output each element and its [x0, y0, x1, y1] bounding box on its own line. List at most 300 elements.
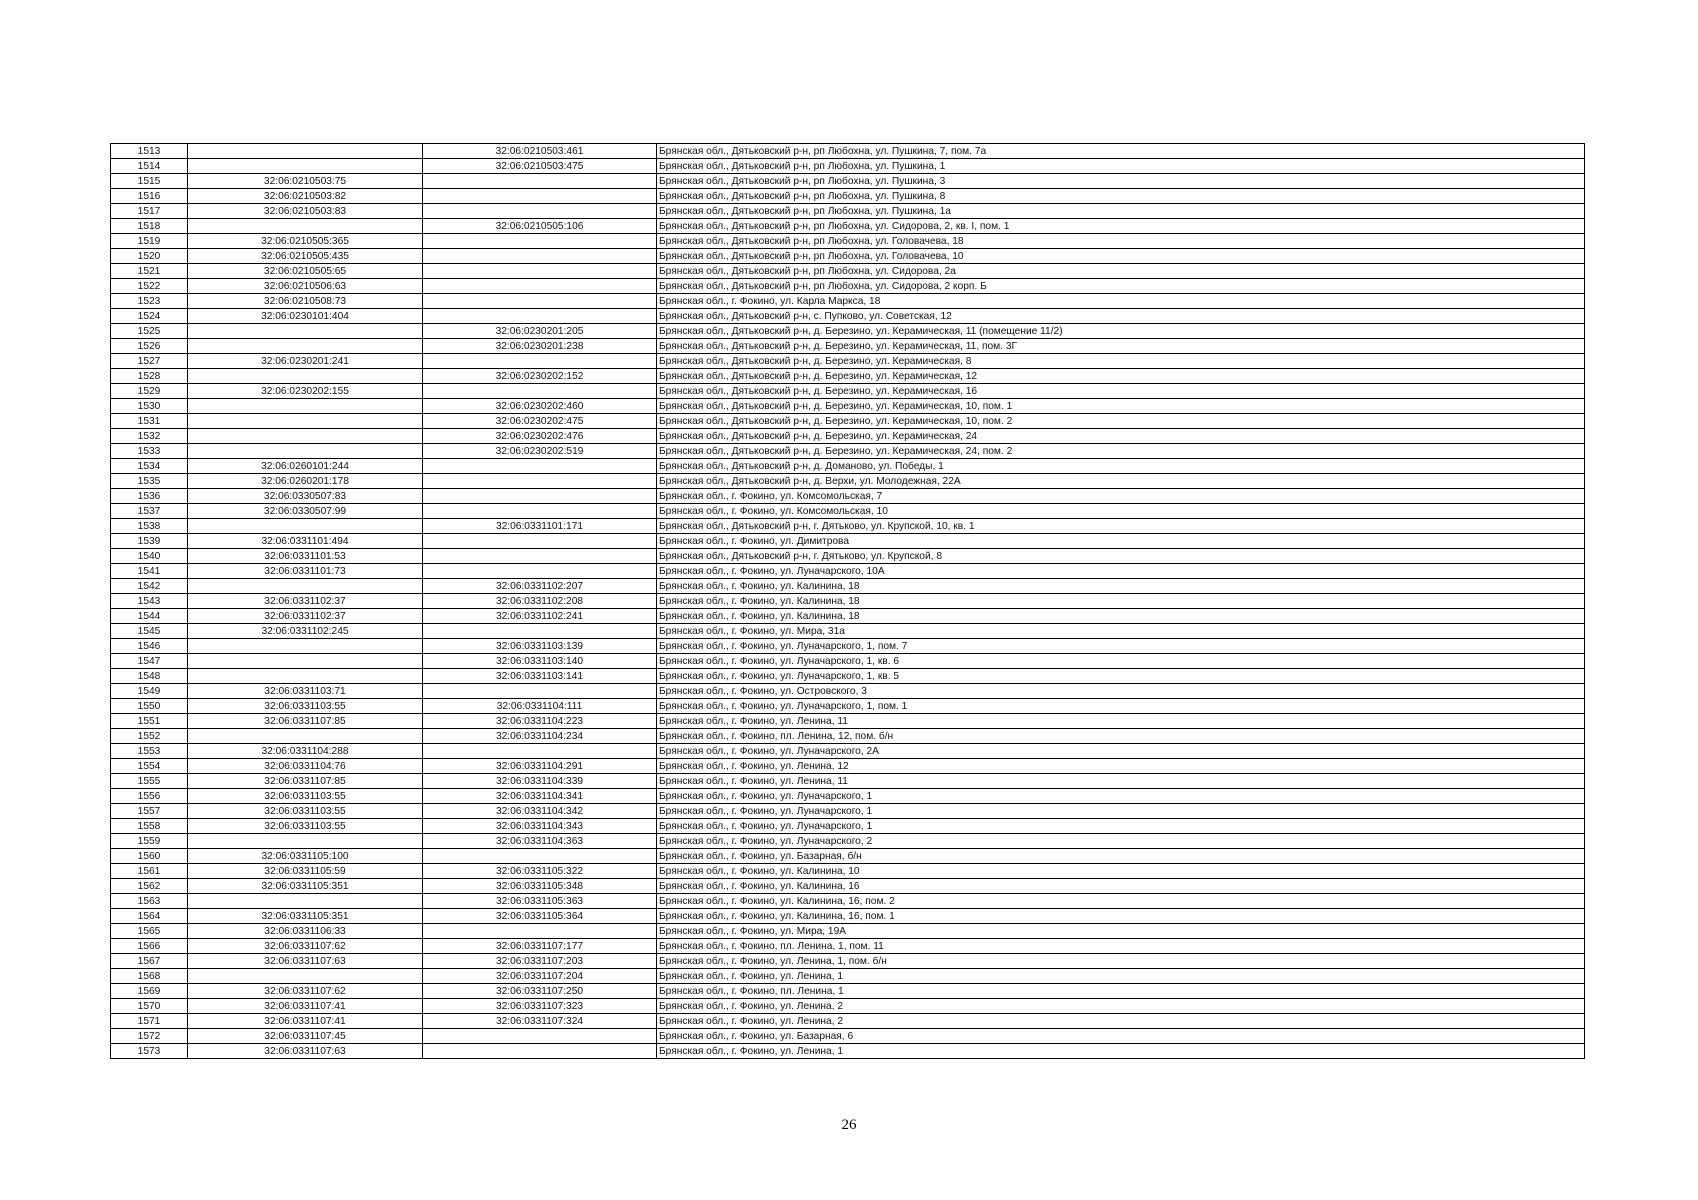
premises-cadastral-number-cell: 32:06:0331103:141	[423, 669, 657, 684]
table-row	[111, 444, 1585, 459]
premises-cadastral-number-cell	[423, 744, 657, 759]
premises-cadastral-number-cell	[423, 534, 657, 549]
premises-cadastral-number-cell	[423, 294, 657, 309]
row-number-cell: 1559	[111, 834, 188, 849]
row-number-cell: 1543	[111, 594, 188, 609]
premises-cadastral-number-cell	[423, 1044, 657, 1059]
address-cell: Брянская обл., Дятьковский р-н, рп Любохна, ул. Пушкина, 7, пом. 7а	[657, 144, 1585, 159]
building-cadastral-number-cell: 32:06:0331106:33	[188, 924, 423, 939]
address-cell: Брянская обл., Дятьковский р-н, д. Верхи, ул. Молодежная, 22А	[657, 474, 1585, 489]
building-cadastral-number-cell	[188, 429, 423, 444]
address-cell: Брянская обл., Дятьковский р-н, г. Дятьково, ул. Крупской, 10, кв. 1	[657, 519, 1585, 534]
premises-cadastral-number-cell	[423, 849, 657, 864]
building-cadastral-number-cell	[188, 834, 423, 849]
row-number-cell: 1529	[111, 384, 188, 399]
building-cadastral-number-cell	[188, 669, 423, 684]
row-number-cell: 1563	[111, 894, 188, 909]
premises-cadastral-number-cell: 32:06:0230202:476	[423, 429, 657, 444]
premises-cadastral-number-cell	[423, 924, 657, 939]
premises-cadastral-number-cell	[423, 189, 657, 204]
row-number-cell: 1532	[111, 429, 188, 444]
address-cell: Брянская обл., г. Фокино, ул. Ленина, 11	[657, 714, 1585, 729]
table-row	[111, 339, 1585, 354]
table-row	[111, 144, 1585, 159]
building-cadastral-number-cell: 32:06:0210505:65	[188, 264, 423, 279]
premises-cadastral-number-cell	[423, 354, 657, 369]
table-row	[111, 474, 1585, 489]
building-cadastral-number-cell	[188, 969, 423, 984]
row-number-cell: 1526	[111, 339, 188, 354]
premises-cadastral-number-cell: 32:06:0331104:343	[423, 819, 657, 834]
premises-cadastral-number-cell: 32:06:0331105:322	[423, 864, 657, 879]
building-cadastral-number-cell: 32:06:0331107:62	[188, 939, 423, 954]
premises-cadastral-number-cell: 32:06:0331102:208	[423, 594, 657, 609]
row-number-cell: 1553	[111, 744, 188, 759]
address-cell: Брянская обл., г. Фокино, ул. Луначарского, 10А	[657, 564, 1585, 579]
building-cadastral-number-cell: 32:06:0331107:63	[188, 1044, 423, 1059]
table-row	[111, 999, 1585, 1014]
address-cell: Брянская обл., г. Фокино, ул. Луначарского, 1	[657, 804, 1585, 819]
table-row	[111, 609, 1585, 624]
address-cell: Брянская обл., г. Фокино, ул. Луначарского, 1, пом. 1	[657, 699, 1585, 714]
building-cadastral-number-cell	[188, 144, 423, 159]
premises-cadastral-number-cell: 32:06:0331107:250	[423, 984, 657, 999]
address-cell: Брянская обл., г. Фокино, ул. Луначарского, 2	[657, 834, 1585, 849]
row-number-cell: 1556	[111, 789, 188, 804]
row-number-cell: 1521	[111, 264, 188, 279]
table-row	[111, 624, 1585, 639]
premises-cadastral-number-cell: 32:06:0331104:342	[423, 804, 657, 819]
building-cadastral-number-cell: 32:06:0331102:37	[188, 609, 423, 624]
building-cadastral-number-cell: 32:06:0331107:45	[188, 1029, 423, 1044]
table-row	[111, 549, 1585, 564]
building-cadastral-number-cell: 32:06:0230201:241	[188, 354, 423, 369]
building-cadastral-number-cell: 32:06:0331107:85	[188, 714, 423, 729]
row-number-cell: 1523	[111, 294, 188, 309]
premises-cadastral-number-cell	[423, 549, 657, 564]
premises-cadastral-number-cell	[423, 309, 657, 324]
table-row	[111, 279, 1585, 294]
table-row	[111, 789, 1585, 804]
table-row	[111, 849, 1585, 864]
building-cadastral-number-cell	[188, 369, 423, 384]
premises-cadastral-number-cell: 32:06:0331104:111	[423, 699, 657, 714]
premises-cadastral-number-cell	[423, 384, 657, 399]
row-number-cell: 1542	[111, 579, 188, 594]
row-number-cell: 1544	[111, 609, 188, 624]
row-number-cell: 1552	[111, 729, 188, 744]
row-number-cell: 1541	[111, 564, 188, 579]
table-row	[111, 639, 1585, 654]
address-cell: Брянская обл., г. Фокино, ул. Мира, 19А	[657, 924, 1585, 939]
premises-cadastral-number-cell	[423, 564, 657, 579]
row-number-cell: 1530	[111, 399, 188, 414]
building-cadastral-number-cell: 32:06:0210505:435	[188, 249, 423, 264]
row-number-cell: 1514	[111, 159, 188, 174]
row-number-cell: 1517	[111, 204, 188, 219]
row-number-cell: 1561	[111, 864, 188, 879]
row-number-cell: 1572	[111, 1029, 188, 1044]
premises-cadastral-number-cell: 32:06:0210503:461	[423, 144, 657, 159]
table-row	[111, 414, 1585, 429]
premises-cadastral-number-cell: 32:06:0331105:348	[423, 879, 657, 894]
building-cadastral-number-cell: 32:06:0331104:76	[188, 759, 423, 774]
address-cell: Брянская обл., г. Фокино, ул. Калинина, 18	[657, 579, 1585, 594]
table-row	[111, 684, 1585, 699]
address-cell: Брянская обл., Дятьковский р-н, д. Березино, ул. Керамическая, 10, пом. 1	[657, 399, 1585, 414]
building-cadastral-number-cell: 32:06:0210503:75	[188, 174, 423, 189]
table-row	[111, 759, 1585, 774]
page-number: 26	[841, 1117, 857, 1133]
building-cadastral-number-cell: 32:06:0331105:100	[188, 849, 423, 864]
premises-cadastral-number-cell	[423, 504, 657, 519]
address-cell: Брянская обл., г. Фокино, ул. Комсомольская, 10	[657, 504, 1585, 519]
row-number-cell: 1567	[111, 954, 188, 969]
address-cell: Брянская обл., г. Фокино, пл. Ленина, 1, пом. 11	[657, 939, 1585, 954]
address-cell: Брянская обл., г. Фокино, ул. Базарная, 6	[657, 1029, 1585, 1044]
address-cell: Брянская обл., г. Фокино, ул. Калинина, 16, пом. 2	[657, 894, 1585, 909]
table-row	[111, 234, 1585, 249]
table-row	[111, 834, 1585, 849]
row-number-cell: 1551	[111, 714, 188, 729]
table-row	[111, 699, 1585, 714]
row-number-cell: 1570	[111, 999, 188, 1014]
building-cadastral-number-cell: 32:06:0330507:83	[188, 489, 423, 504]
premises-cadastral-number-cell: 32:06:0331101:171	[423, 519, 657, 534]
address-cell: Брянская обл., г. Фокино, ул. Ленина, 2	[657, 1014, 1585, 1029]
premises-cadastral-number-cell: 32:06:0331107:177	[423, 939, 657, 954]
address-cell: Брянская обл., г. Фокино, ул. Ленина, 1, пом. б/н	[657, 954, 1585, 969]
address-cell: Брянская обл., Дятьковский р-н, рп Любохна, ул. Сидорова, 2а	[657, 264, 1585, 279]
table-row	[111, 264, 1585, 279]
address-cell: Брянская обл., г. Фокино, ул. Луначарского, 1	[657, 789, 1585, 804]
building-cadastral-number-cell: 32:06:0330507:99	[188, 504, 423, 519]
row-number-cell: 1520	[111, 249, 188, 264]
building-cadastral-number-cell	[188, 519, 423, 534]
address-cell: Брянская обл., г. Фокино, ул. Мира, 31а	[657, 624, 1585, 639]
address-cell: Брянская обл., Дятьковский р-н, д. Березино, ул. Керамическая, 11, пом. 3Г	[657, 339, 1585, 354]
building-cadastral-number-cell: 32:06:0331104:288	[188, 744, 423, 759]
row-number-cell: 1539	[111, 534, 188, 549]
address-cell: Брянская обл., Дятьковский р-н, д. Доманово, ул. Победы, 1	[657, 459, 1585, 474]
building-cadastral-number-cell	[188, 444, 423, 459]
row-number-cell: 1537	[111, 504, 188, 519]
address-cell: Брянская обл., Дятьковский р-н, рп Любохна, ул. Сидорова, 2, кв. I, пом. 1	[657, 219, 1585, 234]
table-row	[111, 219, 1585, 234]
premises-cadastral-number-cell	[423, 474, 657, 489]
table-row	[111, 654, 1585, 669]
premises-cadastral-number-cell: 32:06:0230201:238	[423, 339, 657, 354]
row-number-cell: 1538	[111, 519, 188, 534]
premises-cadastral-number-cell: 32:06:0331107:324	[423, 1014, 657, 1029]
building-cadastral-number-cell: 32:06:0331102:37	[188, 594, 423, 609]
table-row	[111, 669, 1585, 684]
building-cadastral-number-cell	[188, 639, 423, 654]
table-row	[111, 939, 1585, 954]
address-cell: Брянская обл., Дятьковский р-н, рп Любохна, ул. Сидорова, 2 корп. Б	[657, 279, 1585, 294]
row-number-cell: 1562	[111, 879, 188, 894]
premises-cadastral-number-cell: 32:06:0331105:363	[423, 894, 657, 909]
premises-cadastral-number-cell	[423, 264, 657, 279]
address-cell: Брянская обл., г. Фокино, ул. Калинина, 18	[657, 609, 1585, 624]
building-cadastral-number-cell: 32:06:0331101:73	[188, 564, 423, 579]
row-number-cell: 1527	[111, 354, 188, 369]
building-cadastral-number-cell: 32:06:0331102:245	[188, 624, 423, 639]
premises-cadastral-number-cell: 32:06:0210505:106	[423, 219, 657, 234]
premises-cadastral-number-cell: 32:06:0210503:475	[423, 159, 657, 174]
table-row	[111, 564, 1585, 579]
row-number-cell: 1513	[111, 144, 188, 159]
building-cadastral-number-cell	[188, 729, 423, 744]
address-cell: Брянская обл., г. Фокино, ул. Калинина, 18	[657, 594, 1585, 609]
building-cadastral-number-cell: 32:06:0210508:73	[188, 294, 423, 309]
table-row	[111, 429, 1585, 444]
address-cell: Брянская обл., Дятьковский р-н, д. Березино, ул. Керамическая, 11 (помещение 11/2)	[657, 324, 1585, 339]
address-cell: Брянская обл., г. Фокино, ул. Калинина, 16, пом. 1	[657, 909, 1585, 924]
building-cadastral-number-cell: 32:06:0331107:41	[188, 999, 423, 1014]
address-cell: Брянская обл., Дятьковский р-н, д. Березино, ул. Керамическая, 10, пом. 2	[657, 414, 1585, 429]
address-cell: Брянская обл., г. Фокино, ул. Островского, 3	[657, 684, 1585, 699]
row-number-cell: 1535	[111, 474, 188, 489]
building-cadastral-number-cell	[188, 159, 423, 174]
premises-cadastral-number-cell: 32:06:0230202:152	[423, 369, 657, 384]
table-row	[111, 579, 1585, 594]
building-cadastral-number-cell: 32:06:0230101:404	[188, 309, 423, 324]
premises-cadastral-number-cell	[423, 489, 657, 504]
address-cell: Брянская обл., г. Фокино, ул. Комсомольская, 7	[657, 489, 1585, 504]
building-cadastral-number-cell: 32:06:0210503:83	[188, 204, 423, 219]
address-cell: Брянская обл., г. Фокино, ул. Луначарского, 1	[657, 819, 1585, 834]
address-cell: Брянская обл., г. Фокино, ул. Димитрова	[657, 534, 1585, 549]
table-row	[111, 249, 1585, 264]
address-cell: Брянская обл., г. Фокино, ул. Ленина, 1	[657, 1044, 1585, 1059]
premises-cadastral-number-cell	[423, 624, 657, 639]
building-cadastral-number-cell: 32:06:0331103:71	[188, 684, 423, 699]
table-row	[111, 354, 1585, 369]
row-number-cell: 1558	[111, 819, 188, 834]
table-row	[111, 804, 1585, 819]
row-number-cell: 1571	[111, 1014, 188, 1029]
table-row	[111, 204, 1585, 219]
premises-cadastral-number-cell: 32:06:0230202:519	[423, 444, 657, 459]
address-cell: Брянская обл., Дятьковский р-н, д. Березино, ул. Керамическая, 24	[657, 429, 1585, 444]
table-row	[111, 879, 1585, 894]
building-cadastral-number-cell: 32:06:0331103:55	[188, 804, 423, 819]
address-cell: Брянская обл., Дятьковский р-н, рп Любохна, ул. Пушкина, 3	[657, 174, 1585, 189]
row-number-cell: 1550	[111, 699, 188, 714]
row-number-cell: 1569	[111, 984, 188, 999]
premises-cadastral-number-cell	[423, 174, 657, 189]
premises-cadastral-number-cell: 32:06:0331107:204	[423, 969, 657, 984]
building-cadastral-number-cell	[188, 339, 423, 354]
table-row	[111, 1014, 1585, 1029]
building-cadastral-number-cell: 32:06:0260101:244	[188, 459, 423, 474]
premises-cadastral-number-cell	[423, 1029, 657, 1044]
row-number-cell: 1546	[111, 639, 188, 654]
table-row	[111, 909, 1585, 924]
table-row	[111, 744, 1585, 759]
premises-cadastral-number-cell: 32:06:0331104:234	[423, 729, 657, 744]
premises-cadastral-number-cell: 32:06:0331105:364	[423, 909, 657, 924]
building-cadastral-number-cell	[188, 894, 423, 909]
premises-cadastral-number-cell: 32:06:0331107:203	[423, 954, 657, 969]
table-row	[111, 399, 1585, 414]
premises-cadastral-number-cell: 32:06:0230201:205	[423, 324, 657, 339]
address-cell: Брянская обл., Дятьковский р-н, рп Любохна, ул. Пушкина, 8	[657, 189, 1585, 204]
row-number-cell: 1540	[111, 549, 188, 564]
address-cell: Брянская обл., Дятьковский р-н, рп Любохна, ул. Пушкина, 1	[657, 159, 1585, 174]
address-cell: Брянская обл., г. Фокино, ул. Луначарского, 2А	[657, 744, 1585, 759]
table-row	[111, 924, 1585, 939]
table-row	[111, 594, 1585, 609]
table-body	[111, 144, 1585, 1059]
building-cadastral-number-cell: 32:06:0331107:85	[188, 774, 423, 789]
address-cell: Брянская обл., г. Фокино, ул. Ленина, 12	[657, 759, 1585, 774]
row-number-cell: 1516	[111, 189, 188, 204]
table-row	[111, 369, 1585, 384]
table-row	[111, 189, 1585, 204]
building-cadastral-number-cell	[188, 414, 423, 429]
row-number-cell: 1519	[111, 234, 188, 249]
table-row	[111, 1044, 1585, 1059]
row-number-cell: 1528	[111, 369, 188, 384]
row-number-cell: 1560	[111, 849, 188, 864]
row-number-cell: 1524	[111, 309, 188, 324]
row-number-cell: 1536	[111, 489, 188, 504]
premises-cadastral-number-cell: 32:06:0331102:207	[423, 579, 657, 594]
premises-cadastral-number-cell: 32:06:0331102:241	[423, 609, 657, 624]
row-number-cell: 1573	[111, 1044, 188, 1059]
table-row	[111, 459, 1585, 474]
address-cell: Брянская обл., г. Фокино, ул. Базарная, б/н	[657, 849, 1585, 864]
premises-cadastral-number-cell: 32:06:0230202:475	[423, 414, 657, 429]
row-number-cell: 1515	[111, 174, 188, 189]
row-number-cell: 1522	[111, 279, 188, 294]
building-cadastral-number-cell: 32:06:0210506:63	[188, 279, 423, 294]
premises-cadastral-number-cell: 32:06:0331104:223	[423, 714, 657, 729]
building-cadastral-number-cell	[188, 219, 423, 234]
building-cadastral-number-cell: 32:06:0331103:55	[188, 789, 423, 804]
premises-cadastral-number-cell: 32:06:0331104:291	[423, 759, 657, 774]
row-number-cell: 1549	[111, 684, 188, 699]
table-row	[111, 159, 1585, 174]
premises-cadastral-number-cell: 32:06:0331107:323	[423, 999, 657, 1014]
building-cadastral-number-cell	[188, 579, 423, 594]
property-register-table	[110, 143, 1585, 1059]
table-row	[111, 174, 1585, 189]
address-cell: Брянская обл., Дятьковский р-н, д. Березино, ул. Керамическая, 16	[657, 384, 1585, 399]
table-row	[111, 894, 1585, 909]
address-cell: Брянская обл., г. Фокино, пл. Ленина, 12, пом. б/н	[657, 729, 1585, 744]
building-cadastral-number-cell: 32:06:0331107:63	[188, 954, 423, 969]
building-cadastral-number-cell: 32:06:0331105:59	[188, 864, 423, 879]
address-cell: Брянская обл., Дятьковский р-н, с. Пупково, ул. Советская, 12	[657, 309, 1585, 324]
table-row	[111, 384, 1585, 399]
building-cadastral-number-cell: 32:06:0331101:53	[188, 549, 423, 564]
address-cell: Брянская обл., г. Фокино, ул. Луначарского, 1, кв. 5	[657, 669, 1585, 684]
row-number-cell: 1557	[111, 804, 188, 819]
building-cadastral-number-cell	[188, 654, 423, 669]
premises-cadastral-number-cell	[423, 234, 657, 249]
premises-cadastral-number-cell	[423, 249, 657, 264]
building-cadastral-number-cell: 32:06:0331105:351	[188, 909, 423, 924]
address-cell: Брянская обл., г. Фокино, ул. Луначарского, 1, кв. 6	[657, 654, 1585, 669]
address-cell: Брянская обл., г. Фокино, ул. Ленина, 1	[657, 969, 1585, 984]
table-row	[111, 954, 1585, 969]
row-number-cell: 1545	[111, 624, 188, 639]
building-cadastral-number-cell	[188, 324, 423, 339]
building-cadastral-number-cell: 32:06:0331101:494	[188, 534, 423, 549]
row-number-cell: 1531	[111, 414, 188, 429]
table-row	[111, 324, 1585, 339]
table-row	[111, 504, 1585, 519]
table-row	[111, 969, 1585, 984]
table-row	[111, 864, 1585, 879]
building-cadastral-number-cell: 32:06:0210503:82	[188, 189, 423, 204]
table-row	[111, 984, 1585, 999]
address-cell: Брянская обл., Дятьковский р-н, д. Березино, ул. Керамическая, 8	[657, 354, 1585, 369]
building-cadastral-number-cell: 32:06:0331103:55	[188, 819, 423, 834]
building-cadastral-number-cell	[188, 399, 423, 414]
row-number-cell: 1525	[111, 324, 188, 339]
building-cadastral-number-cell: 32:06:0331103:55	[188, 699, 423, 714]
table-row	[111, 819, 1585, 834]
address-cell: Брянская обл., г. Фокино, ул. Калинина, 16	[657, 879, 1585, 894]
row-number-cell: 1534	[111, 459, 188, 474]
table-row	[111, 519, 1585, 534]
address-cell: Брянская обл., г. Фокино, ул. Ленина, 11	[657, 774, 1585, 789]
address-cell: Брянская обл., г. Фокино, ул. Калинина, 10	[657, 864, 1585, 879]
row-number-cell: 1518	[111, 219, 188, 234]
table-row	[111, 534, 1585, 549]
row-number-cell: 1564	[111, 909, 188, 924]
premises-cadastral-number-cell	[423, 204, 657, 219]
row-number-cell: 1555	[111, 774, 188, 789]
premises-cadastral-number-cell: 32:06:0331104:341	[423, 789, 657, 804]
premises-cadastral-number-cell	[423, 684, 657, 699]
row-number-cell: 1548	[111, 669, 188, 684]
table-row	[111, 729, 1585, 744]
premises-cadastral-number-cell	[423, 459, 657, 474]
premises-cadastral-number-cell: 32:06:0331103:140	[423, 654, 657, 669]
address-cell: Брянская обл., Дятьковский р-н, г. Дятьково, ул. Крупской, 8	[657, 549, 1585, 564]
address-cell: Брянская обл., Дятьковский р-н, рп Любохна, ул. Пушкина, 1а	[657, 204, 1585, 219]
address-cell: Брянская обл., Дятьковский р-н, рп Любохна, ул. Головачева, 10	[657, 249, 1585, 264]
row-number-cell: 1547	[111, 654, 188, 669]
building-cadastral-number-cell: 32:06:0230202:155	[188, 384, 423, 399]
row-number-cell: 1554	[111, 759, 188, 774]
address-cell: Брянская обл., Дятьковский р-н, д. Березино, ул. Керамическая, 12	[657, 369, 1585, 384]
table-row	[111, 714, 1585, 729]
address-cell: Брянская обл., Дятьковский р-н, рп Любохна, ул. Головачева, 18	[657, 234, 1585, 249]
address-cell: Брянская обл., г. Фокино, пл. Ленина, 1	[657, 984, 1585, 999]
premises-cadastral-number-cell	[423, 279, 657, 294]
building-cadastral-number-cell: 32:06:0331105:351	[188, 879, 423, 894]
row-number-cell: 1533	[111, 444, 188, 459]
row-number-cell: 1566	[111, 939, 188, 954]
premises-cadastral-number-cell: 32:06:0230202:460	[423, 399, 657, 414]
table-row	[111, 309, 1585, 324]
building-cadastral-number-cell: 32:06:0260201:178	[188, 474, 423, 489]
premises-cadastral-number-cell: 32:06:0331103:139	[423, 639, 657, 654]
building-cadastral-number-cell: 32:06:0210505:365	[188, 234, 423, 249]
table-row	[111, 294, 1585, 309]
building-cadastral-number-cell: 32:06:0331107:41	[188, 1014, 423, 1029]
building-cadastral-number-cell: 32:06:0331107:62	[188, 984, 423, 999]
address-cell: Брянская обл., Дятьковский р-н, д. Березино, ул. Керамическая, 24, пом. 2	[657, 444, 1585, 459]
address-cell: Брянская обл., г. Фокино, ул. Ленина, 2	[657, 999, 1585, 1014]
row-number-cell: 1565	[111, 924, 188, 939]
